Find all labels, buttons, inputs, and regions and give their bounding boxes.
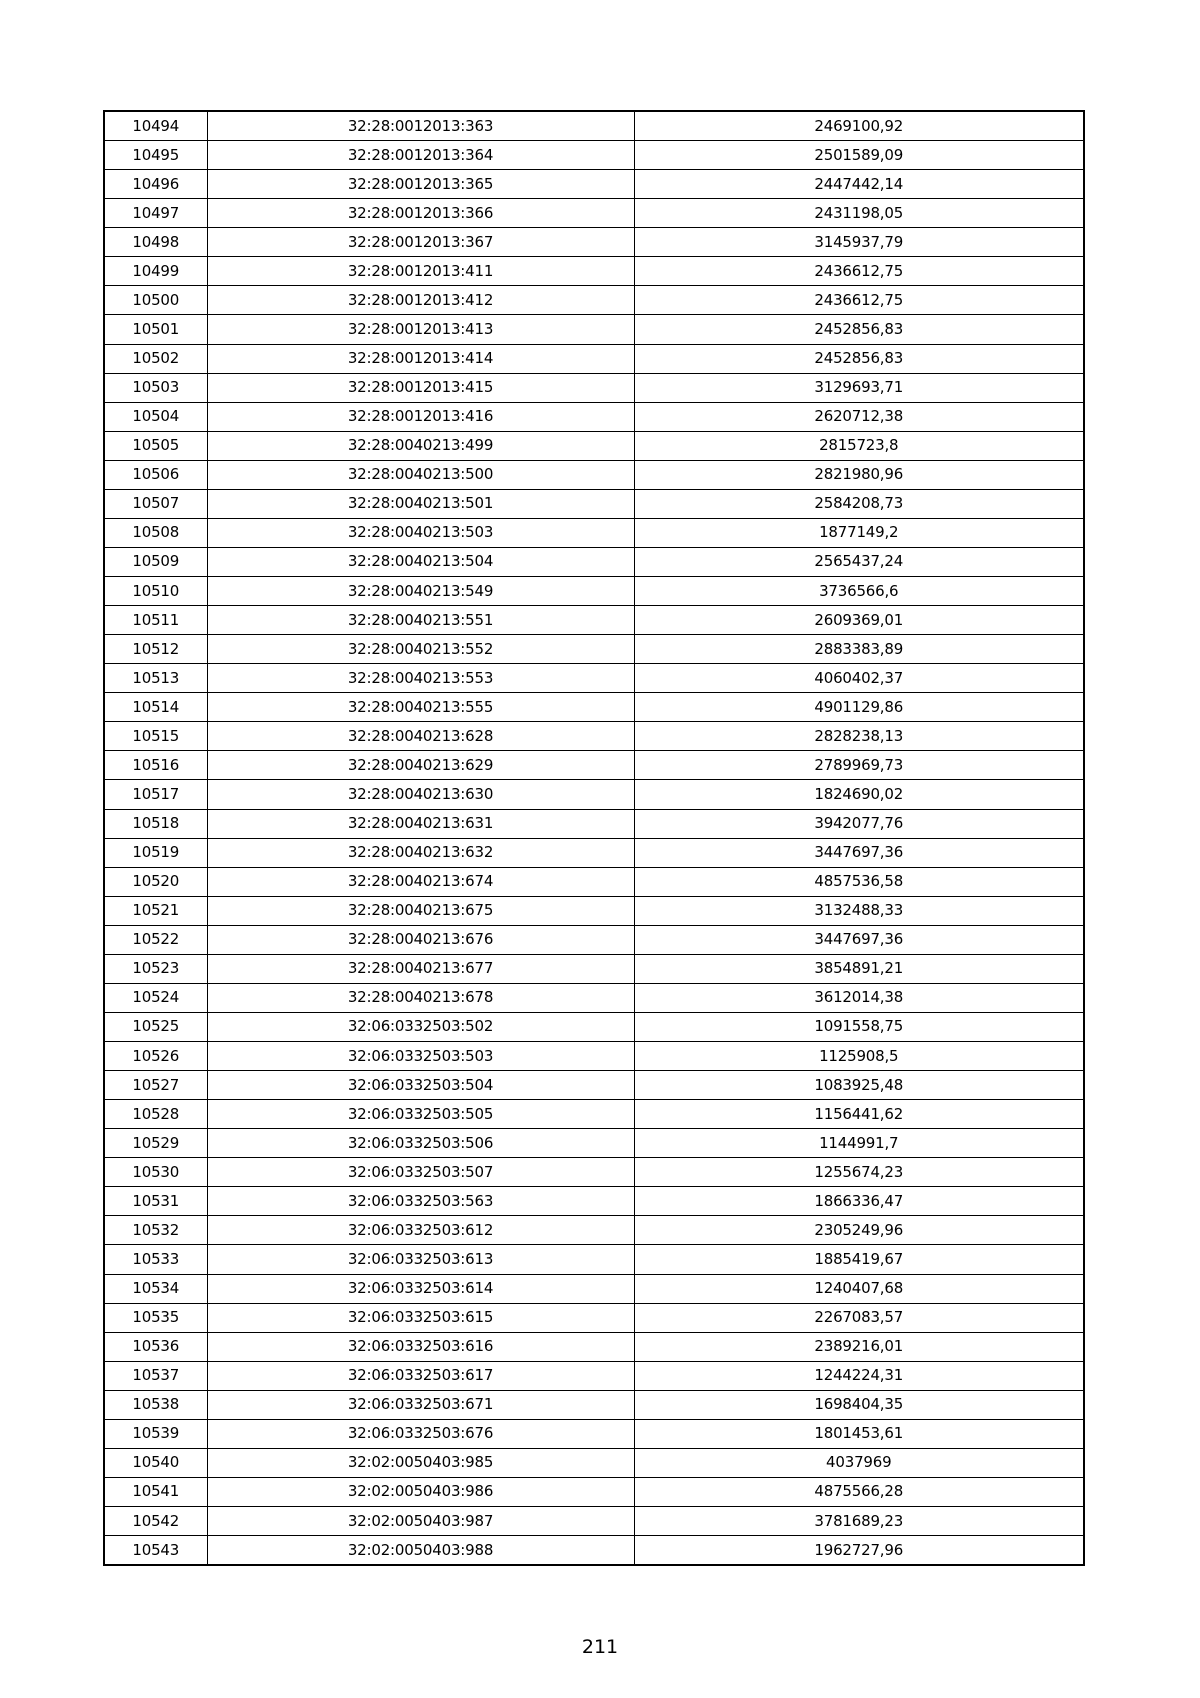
table-row [104, 141, 1084, 170]
table-row [104, 547, 1084, 576]
cadastral-number-cell: 32:06:0332503:615 [207, 1303, 634, 1332]
value-cell: 1698404,35 [634, 1390, 1084, 1419]
row-number-cell: 10533 [104, 1245, 207, 1274]
cadastral-number-cell: 32:28:0040213:555 [207, 693, 634, 722]
row-number-cell: 10508 [104, 518, 207, 547]
table-row [104, 489, 1084, 518]
cadastral-number-cell: 32:06:0332503:505 [207, 1100, 634, 1129]
value-cell: 4875566,28 [634, 1477, 1084, 1506]
cadastral-number-cell: 32:28:0040213:499 [207, 431, 634, 460]
value-cell: 4037969 [634, 1448, 1084, 1477]
table-row [104, 1332, 1084, 1361]
row-number-cell: 10531 [104, 1187, 207, 1216]
row-number-cell: 10522 [104, 925, 207, 954]
table-row [104, 1477, 1084, 1506]
cadastral-number-cell: 32:06:0332503:503 [207, 1042, 634, 1071]
table-row [104, 1129, 1084, 1158]
cadastral-number-cell: 32:06:0332503:506 [207, 1129, 634, 1158]
value-cell: 2828238,13 [634, 722, 1084, 751]
value-cell: 2389216,01 [634, 1332, 1084, 1361]
cadastral-number-cell: 32:28:0012013:412 [207, 286, 634, 315]
row-number-cell: 10510 [104, 577, 207, 606]
row-number-cell: 10537 [104, 1361, 207, 1390]
row-number-cell: 10513 [104, 664, 207, 693]
table-row [104, 751, 1084, 780]
cadastral-number-cell: 32:28:0012013:415 [207, 373, 634, 402]
cadastral-number-cell: 32:28:0040213:630 [207, 780, 634, 809]
value-cell: 2447442,14 [634, 170, 1084, 199]
cadastral-number-cell: 32:28:0040213:678 [207, 983, 634, 1012]
value-cell: 1240407,68 [634, 1274, 1084, 1303]
value-cell: 4857536,58 [634, 867, 1084, 896]
table-row [104, 1303, 1084, 1332]
table-row [104, 1071, 1084, 1100]
value-cell: 1824690,02 [634, 780, 1084, 809]
value-cell: 1244224,31 [634, 1361, 1084, 1390]
cadastral-number-cell: 32:28:0012013:411 [207, 257, 634, 286]
row-number-cell: 10514 [104, 693, 207, 722]
value-cell: 4060402,37 [634, 664, 1084, 693]
value-cell: 2452856,83 [634, 315, 1084, 344]
table-row [104, 664, 1084, 693]
value-cell: 3129693,71 [634, 373, 1084, 402]
cadastral-number-cell: 32:28:0040213:549 [207, 577, 634, 606]
table-row [104, 431, 1084, 460]
row-number-cell: 10507 [104, 489, 207, 518]
cadastral-number-cell: 32:06:0332503:504 [207, 1071, 634, 1100]
cadastral-number-cell: 32:06:0332503:616 [207, 1332, 634, 1361]
row-number-cell: 10539 [104, 1419, 207, 1448]
value-cell: 3447697,36 [634, 838, 1084, 867]
cadastral-number-cell: 32:28:0012013:366 [207, 199, 634, 228]
row-number-cell: 10496 [104, 170, 207, 199]
table-row [104, 606, 1084, 635]
cadastral-number-cell: 32:28:0012013:363 [207, 111, 634, 141]
row-number-cell: 10512 [104, 635, 207, 664]
table-row [104, 1419, 1084, 1448]
table-row [104, 693, 1084, 722]
cadastral-number-cell: 32:02:0050403:988 [207, 1536, 634, 1566]
row-number-cell: 10528 [104, 1100, 207, 1129]
row-number-cell: 10520 [104, 867, 207, 896]
table-row [104, 315, 1084, 344]
row-number-cell: 10504 [104, 402, 207, 431]
cadastral-number-cell: 32:28:0012013:367 [207, 228, 634, 257]
value-cell: 2469100,92 [634, 111, 1084, 141]
row-number-cell: 10506 [104, 460, 207, 489]
value-cell: 1125908,5 [634, 1042, 1084, 1071]
value-cell: 2883383,89 [634, 635, 1084, 664]
row-number-cell: 10525 [104, 1012, 207, 1041]
value-cell: 2436612,75 [634, 286, 1084, 315]
table-row [104, 460, 1084, 489]
value-cell: 2565437,24 [634, 547, 1084, 576]
table-row [104, 954, 1084, 983]
row-number-cell: 10536 [104, 1332, 207, 1361]
cadastral-number-cell: 32:28:0040213:553 [207, 664, 634, 693]
cadastral-number-cell: 32:06:0332503:617 [207, 1361, 634, 1390]
table-row [104, 1216, 1084, 1245]
value-cell: 2501589,09 [634, 141, 1084, 170]
cadastral-number-cell: 32:28:0040213:675 [207, 896, 634, 925]
table-row [104, 228, 1084, 257]
row-number-cell: 10499 [104, 257, 207, 286]
value-cell: 3145937,79 [634, 228, 1084, 257]
value-cell: 3612014,38 [634, 983, 1084, 1012]
table-row [104, 1361, 1084, 1390]
cadastral-number-cell: 32:28:0040213:552 [207, 635, 634, 664]
table-row [104, 925, 1084, 954]
value-cell: 2584208,73 [634, 489, 1084, 518]
cadastral-number-cell: 32:06:0332503:676 [207, 1419, 634, 1448]
value-cell: 3736566,6 [634, 577, 1084, 606]
table-row [104, 518, 1084, 547]
cadastral-number-cell: 32:06:0332503:614 [207, 1274, 634, 1303]
data-table [103, 110, 1085, 1566]
cadastral-number-cell: 32:28:0012013:413 [207, 315, 634, 344]
table-row [104, 1012, 1084, 1041]
cadastral-number-cell: 32:28:0040213:677 [207, 954, 634, 983]
row-number-cell: 10494 [104, 111, 207, 141]
value-cell: 2452856,83 [634, 344, 1084, 373]
table-row [104, 257, 1084, 286]
cadastral-number-cell: 32:28:0040213:632 [207, 838, 634, 867]
row-number-cell: 10505 [104, 431, 207, 460]
row-number-cell: 10540 [104, 1448, 207, 1477]
cadastral-number-cell: 32:28:0012013:365 [207, 170, 634, 199]
cadastral-number-cell: 32:28:0040213:674 [207, 867, 634, 896]
row-number-cell: 10511 [104, 606, 207, 635]
row-number-cell: 10524 [104, 983, 207, 1012]
value-cell: 2267083,57 [634, 1303, 1084, 1332]
row-number-cell: 10518 [104, 809, 207, 838]
value-cell: 1083925,48 [634, 1071, 1084, 1100]
row-number-cell: 10523 [104, 954, 207, 983]
table-row [104, 722, 1084, 751]
table-row [104, 1507, 1084, 1536]
cadastral-number-cell: 32:06:0332503:671 [207, 1390, 634, 1419]
row-number-cell: 10509 [104, 547, 207, 576]
row-number-cell: 10521 [104, 896, 207, 925]
value-cell: 3781689,23 [634, 1507, 1084, 1536]
value-cell: 1866336,47 [634, 1187, 1084, 1216]
cadastral-number-cell: 32:06:0332503:613 [207, 1245, 634, 1274]
table-row [104, 1042, 1084, 1071]
page-number: 211 [581, 1636, 619, 1658]
value-cell: 3854891,21 [634, 954, 1084, 983]
value-cell: 1144991,7 [634, 1129, 1084, 1158]
value-cell: 2431198,05 [634, 199, 1084, 228]
row-number-cell: 10519 [104, 838, 207, 867]
table-row [104, 1158, 1084, 1187]
cadastral-number-cell: 32:06:0332503:507 [207, 1158, 634, 1187]
value-cell: 2436612,75 [634, 257, 1084, 286]
row-number-cell: 10495 [104, 141, 207, 170]
table-row [104, 111, 1084, 141]
cadastral-number-cell: 32:28:0040213:504 [207, 547, 634, 576]
row-number-cell: 10515 [104, 722, 207, 751]
table-row [104, 1245, 1084, 1274]
row-number-cell: 10526 [104, 1042, 207, 1071]
table-row [104, 402, 1084, 431]
row-number-cell: 10500 [104, 286, 207, 315]
row-number-cell: 10501 [104, 315, 207, 344]
value-cell: 1801453,61 [634, 1419, 1084, 1448]
value-cell: 1877149,2 [634, 518, 1084, 547]
row-number-cell: 10538 [104, 1390, 207, 1419]
cadastral-number-cell: 32:28:0040213:631 [207, 809, 634, 838]
table-row [104, 199, 1084, 228]
value-cell: 2305249,96 [634, 1216, 1084, 1245]
table-row [104, 896, 1084, 925]
value-cell: 1156441,62 [634, 1100, 1084, 1129]
value-cell: 1255674,23 [634, 1158, 1084, 1187]
row-number-cell: 10535 [104, 1303, 207, 1332]
cadastral-number-cell: 32:02:0050403:986 [207, 1477, 634, 1506]
cadastral-number-cell: 32:28:0012013:414 [207, 344, 634, 373]
cadastral-number-cell: 32:28:0040213:628 [207, 722, 634, 751]
value-cell: 3942077,76 [634, 809, 1084, 838]
value-cell: 2789969,73 [634, 751, 1084, 780]
cadastral-number-cell: 32:28:0012013:416 [207, 402, 634, 431]
value-cell: 3132488,33 [634, 896, 1084, 925]
table-row [104, 286, 1084, 315]
table-row [104, 983, 1084, 1012]
table-row [104, 577, 1084, 606]
cadastral-number-cell: 32:02:0050403:985 [207, 1448, 634, 1477]
row-number-cell: 10517 [104, 780, 207, 809]
table-row [104, 780, 1084, 809]
row-number-cell: 10541 [104, 1477, 207, 1506]
table-row [104, 635, 1084, 664]
cadastral-number-cell: 32:06:0332503:563 [207, 1187, 634, 1216]
row-number-cell: 10529 [104, 1129, 207, 1158]
cadastral-number-cell: 32:28:0040213:503 [207, 518, 634, 547]
value-cell: 1962727,96 [634, 1536, 1084, 1566]
value-cell: 3447697,36 [634, 925, 1084, 954]
value-cell: 2815723,8 [634, 431, 1084, 460]
cadastral-number-cell: 32:28:0040213:500 [207, 460, 634, 489]
cadastral-number-cell: 32:28:0040213:629 [207, 751, 634, 780]
table-row [104, 1536, 1084, 1566]
table-row [104, 1390, 1084, 1419]
cadastral-number-cell: 32:28:0012013:364 [207, 141, 634, 170]
value-cell: 2821980,96 [634, 460, 1084, 489]
table-row [104, 867, 1084, 896]
cadastral-number-cell: 32:06:0332503:502 [207, 1012, 634, 1041]
table-row [104, 373, 1084, 402]
row-number-cell: 10503 [104, 373, 207, 402]
row-number-cell: 10527 [104, 1071, 207, 1100]
value-cell: 2620712,38 [634, 402, 1084, 431]
value-cell: 2609369,01 [634, 606, 1084, 635]
table-row [104, 344, 1084, 373]
row-number-cell: 10498 [104, 228, 207, 257]
value-cell: 1091558,75 [634, 1012, 1084, 1041]
row-number-cell: 10534 [104, 1274, 207, 1303]
cadastral-number-cell: 32:02:0050403:987 [207, 1507, 634, 1536]
table-row [104, 809, 1084, 838]
table-row [104, 1100, 1084, 1129]
row-number-cell: 10502 [104, 344, 207, 373]
cadastral-number-cell: 32:28:0040213:676 [207, 925, 634, 954]
table-row [104, 1274, 1084, 1303]
value-cell: 4901129,86 [634, 693, 1084, 722]
row-number-cell: 10530 [104, 1158, 207, 1187]
row-number-cell: 10516 [104, 751, 207, 780]
value-cell: 1885419,67 [634, 1245, 1084, 1274]
cadastral-number-cell: 32:06:0332503:612 [207, 1216, 634, 1245]
table-row [104, 170, 1084, 199]
table-row [104, 1448, 1084, 1477]
row-number-cell: 10543 [104, 1536, 207, 1566]
row-number-cell: 10542 [104, 1507, 207, 1536]
row-number-cell: 10497 [104, 199, 207, 228]
table-row [104, 838, 1084, 867]
table-body [104, 111, 1084, 1565]
table-row [104, 1187, 1084, 1216]
cadastral-number-cell: 32:28:0040213:501 [207, 489, 634, 518]
cadastral-number-cell: 32:28:0040213:551 [207, 606, 634, 635]
row-number-cell: 10532 [104, 1216, 207, 1245]
